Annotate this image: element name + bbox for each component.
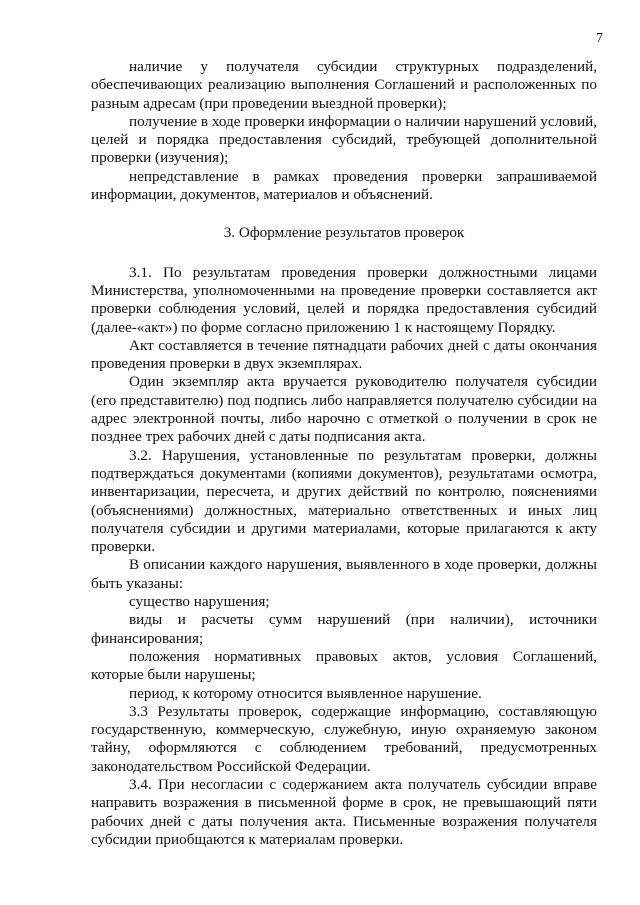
paragraph: получение в ходе проверки информации о наличии нарушений условий, целей и порядка предоставления субсидий, требующей дополнительной проверки (изучения); [91,112,597,167]
section-heading: 3. Оформление результатов проверок [223,224,465,242]
paragraph: Один экземпляр акта вручается руководителю получателя субсидии (его представителю) под подпись либо направляется получателю субсидии на адрес электронной почты, либо нарочно с отметкой о получении в срок не позднее трех рабочих дней с даты подписания акта. [91,373,597,446]
paragraph: 3.1. По результатам проведения проверки должностными лицами Министерства, уполномоченными на проведение проверки составляется акт проверки соблюдения условий, целей и порядка предоставления субсидий (далее-«акт») по форме согласно приложению 1 к настоящему Порядку. [91,263,597,336]
page-number: 7 [596,31,603,46]
paragraph: 3.4. При несогласии с содержанием акта получатель субсидии вправе направить возражения в письменной форме в срок, не превышающий пяти рабочих дней с даты получения акта. Письменные возражения получателя субсидии приобщаются к материалам проверки. [91,775,597,848]
document-body [91,58,597,849]
paragraph: 3.2. Нарушения, установленные по результатам проверки, должны подтверждаться документами (копиями документов), результатами осмотра, инвентаризации, пересчета, и других действий по контролю, пояснениями (объяснениями) должностных, материально ответственных и иных лиц получателя субсидии и другими материалами, которые прилагаются к акту проверки. [91,446,597,556]
paragraph: В описании каждого нарушения, выявленного в ходе проверки, должны быть указаны: [91,556,597,592]
paragraph: положения нормативных правовых актов, условия Соглашений, которые были нарушены; [91,647,597,684]
paragraph: существо нарушения; [129,593,270,611]
paragraph: 3.3 Результаты проверок, содержащие информацию, составляющую государственную, коммерческую, служебную, иную охраняемую законом тайну, оформляются с соблюдением требований, предусмотренных законодательством Российской Федерации. [91,702,597,775]
paragraph: Акт составляется в течение пятнадцати рабочих дней с даты окончания проведения проверки в двух экземплярах. [91,336,597,373]
paragraph: виды и расчеты сумм нарушений (при наличии), источники финансирования; [91,611,597,647]
paragraph: период, к которому относится выявленное нарушение. [129,684,482,702]
paragraph: наличие у получателя субсидии структурных подразделений, обеспечивающих реализацию выполнения Соглашений и расположенных по разным адресам (при проведении выездной проверки); [91,58,597,112]
paragraph: непредставление в рамках проведения проверки запрашиваемой информации, документов, материалов и объяснений. [91,167,597,204]
